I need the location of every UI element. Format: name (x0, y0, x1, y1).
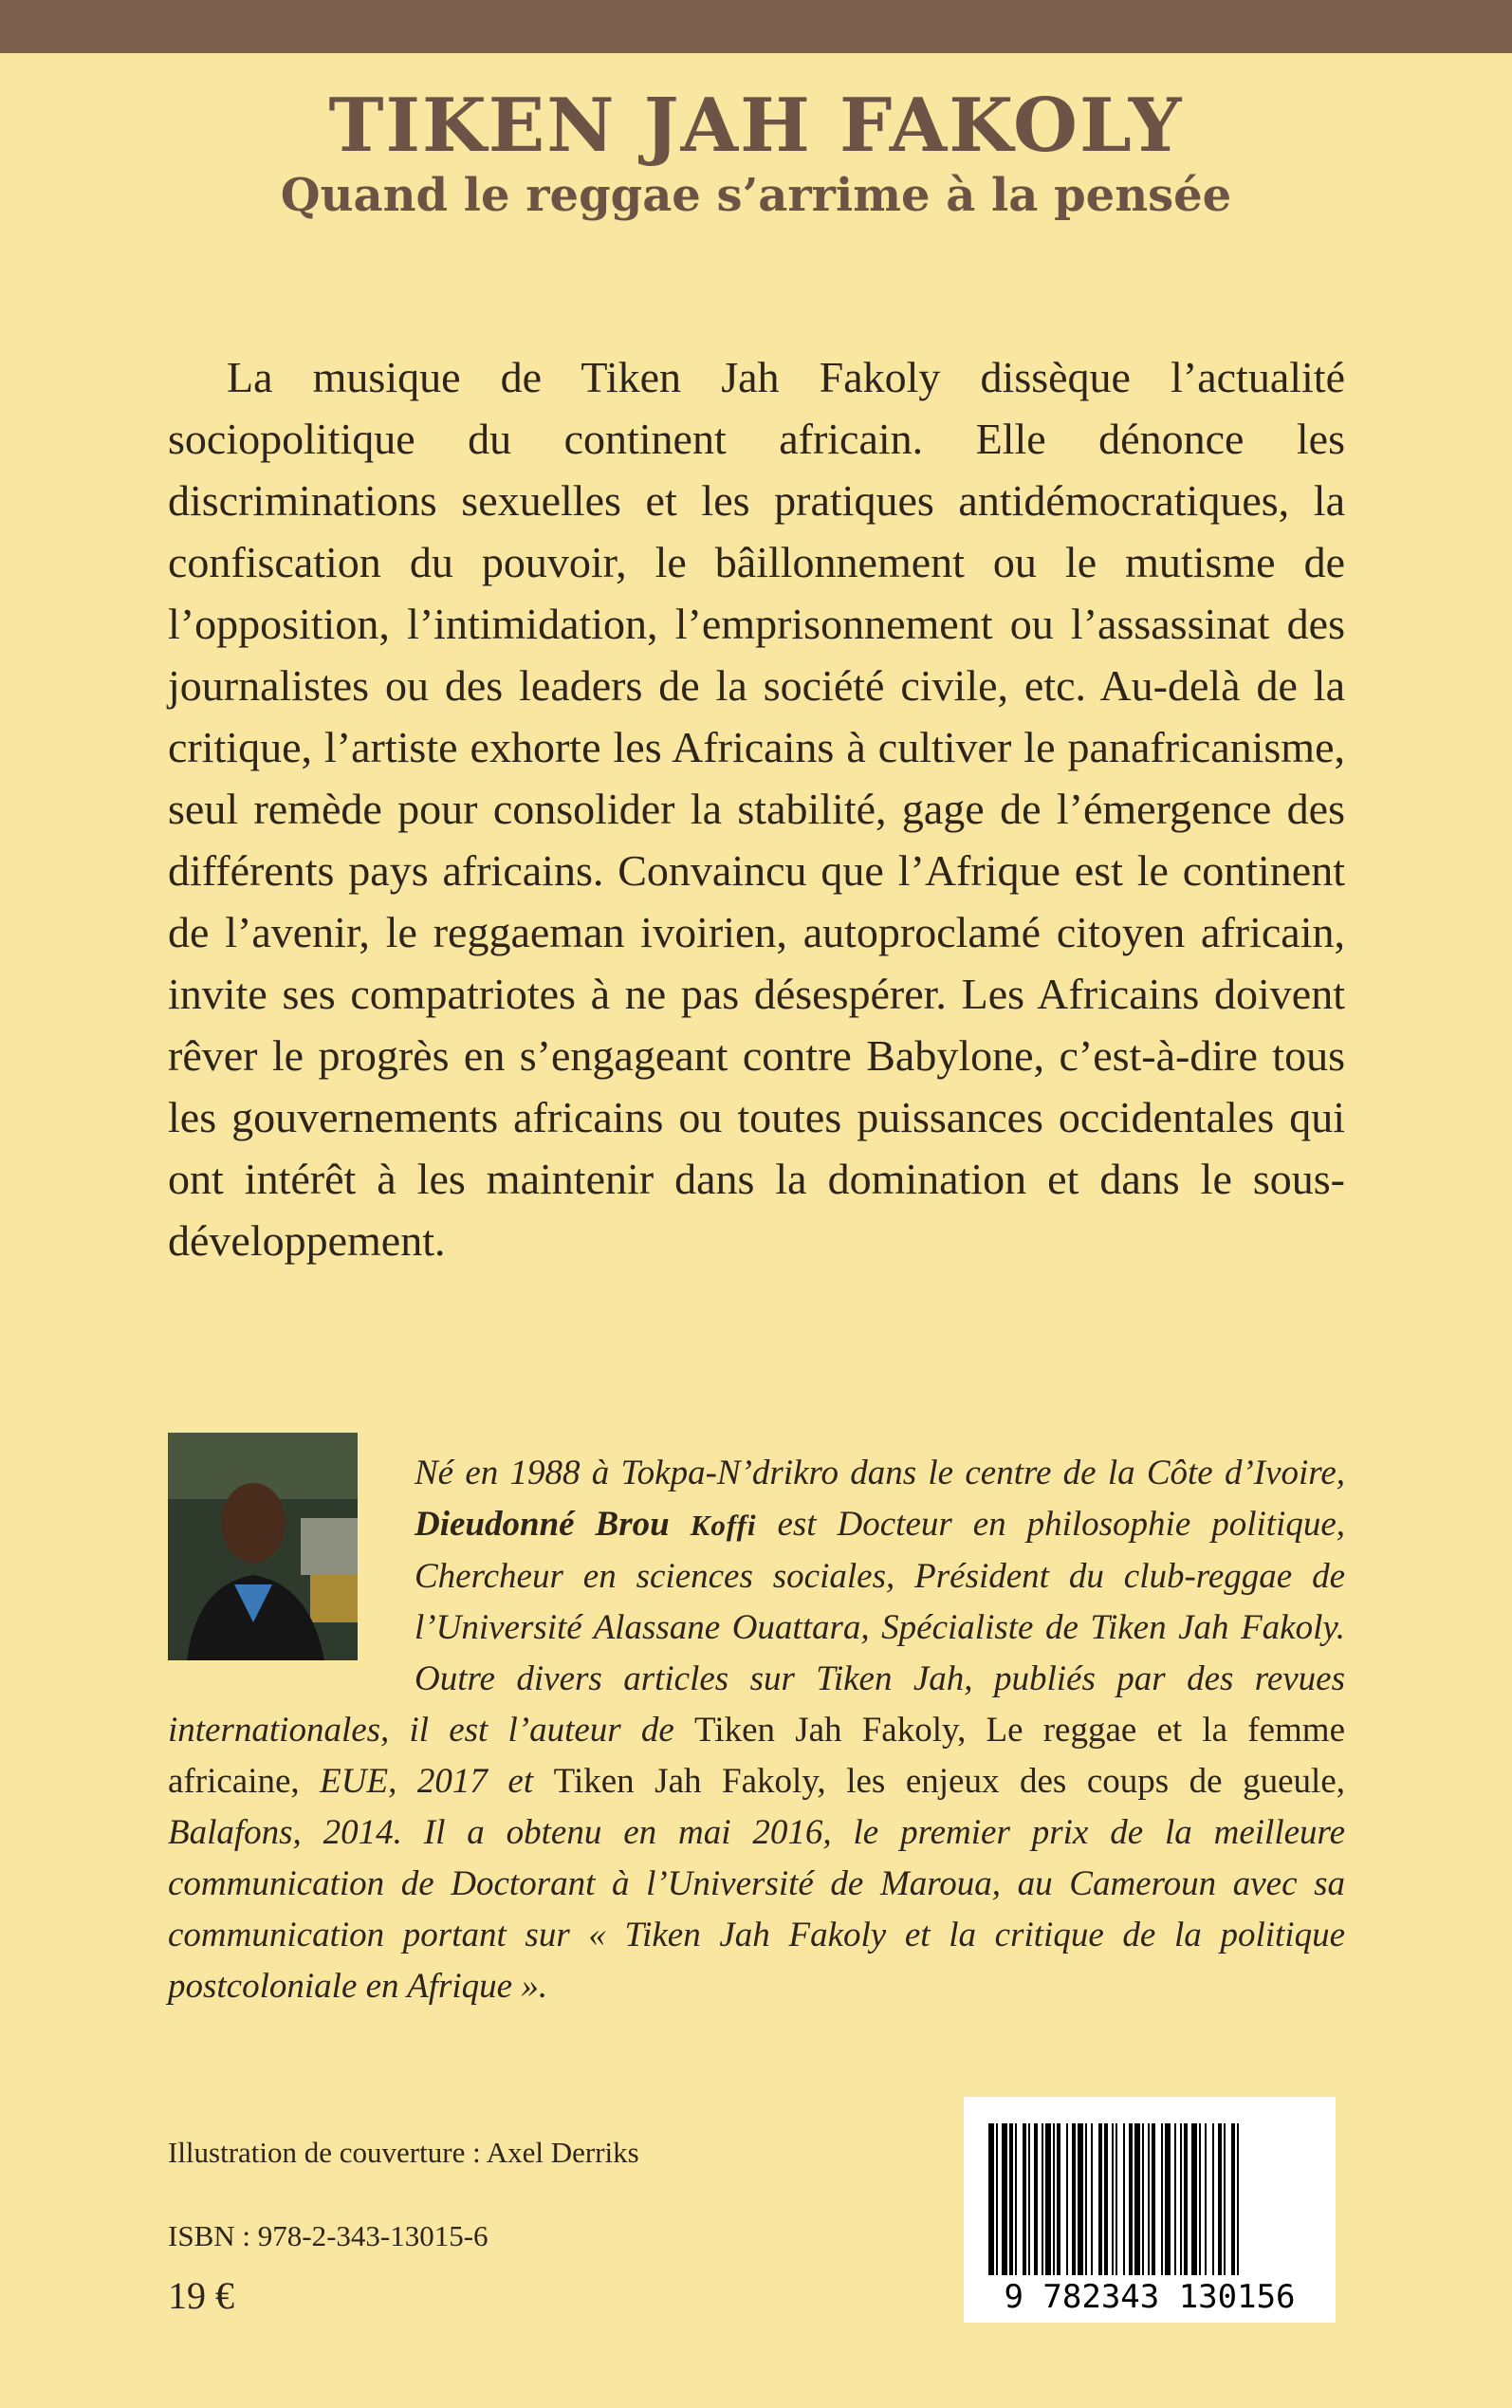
book-title: TIKEN JAH FAKOLY (328, 83, 1184, 169)
back-cover-summary (168, 346, 1345, 1271)
barcode-digits: 9 782343 130156 (1004, 2278, 1296, 2316)
author-first-name: Dieudonné Brou (415, 1505, 691, 1544)
author-name (415, 1505, 757, 1544)
author-bio (168, 1448, 1345, 2012)
bio-book-2: Tiken Jah Fakoly, les enjeux des coups de gueule, (553, 1762, 1346, 1801)
bio-text-4: Balafons, 2014. Il a obtenu en mai 2016, le premier prix de la meilleure communication de Doctorant à l’Université de Maroua, au Cameroun avec sa communication portant sur « Tiken Jah Fakoly et la critique de la politique postcoloniale en Afrique ». (168, 1813, 1345, 2006)
price: 19 € (168, 2274, 234, 2317)
book-subtitle: Quand le reggae s’arrime à la pensée (280, 169, 1232, 222)
isbn: ISBN : 978-2-343-13015-6 (168, 2219, 489, 2252)
barcode (964, 2097, 1336, 2323)
barcode-icon (964, 2097, 1336, 2323)
author-last-name: Koffi (690, 1509, 757, 1542)
title-block (0, 83, 1512, 222)
bio-text-1: Né en 1988 à Tokpa-N’drikro dans le centre de la Côte d’Ivoire, (415, 1454, 1345, 1492)
top-color-band (0, 0, 1512, 53)
summary-text: La musique de Tiken Jah Fakoly dissèque l’actualité sociopolitique du continent africain. Elle dénonce les discriminations sexuelles et les pratiques antidémocratiques, la confiscation du pouvoir, le bâillonnement ou le mutisme de l’opposition, l’intimidation, l’emprisonnement ou l’assassinat des journalistes ou des leaders de la société civile, etc. Au-delà de la critique, l’artiste exhorte les Africains à cultiver le panafricanisme, seul remède pour consolider la stabilité, gage de l’émergence des différents pays africains. Convaincu que l’Afrique est le continent de l’avenir, le reggaeman ivoirien, autoproclamé citoyen africain, invite ses compatriotes à ne pas désespérer. Les Africains doivent rêver le progrès en s’engageant contre Babylone, c’est-à-dire tous les gouvernements africains ou toutes puissances occidentales qui ont intérêt à les maintenir dans la domination et dans le sous-développement. (168, 353, 1345, 1265)
bio-book-1: Tiken Jah Fakoly, Le reggae et la femme africaine, (168, 1711, 1346, 1801)
cover-illustration-credit: Illustration de couverture : Axel Derriks (168, 2136, 639, 2169)
photo-spacer (168, 1433, 358, 1660)
bio-text-3: EUE, 2017 et (299, 1762, 554, 1801)
bio-text-2: est Docteur en philosophie politique, Chercheur en sciences sociales, Président du club-reggae de l’Université Alassane Ouattara, Spécialiste de Tiken Jah Fakoly. Outre divers articles sur Tiken Jah, publiés par des revues internationales, il est l’auteur de (168, 1505, 1345, 1750)
